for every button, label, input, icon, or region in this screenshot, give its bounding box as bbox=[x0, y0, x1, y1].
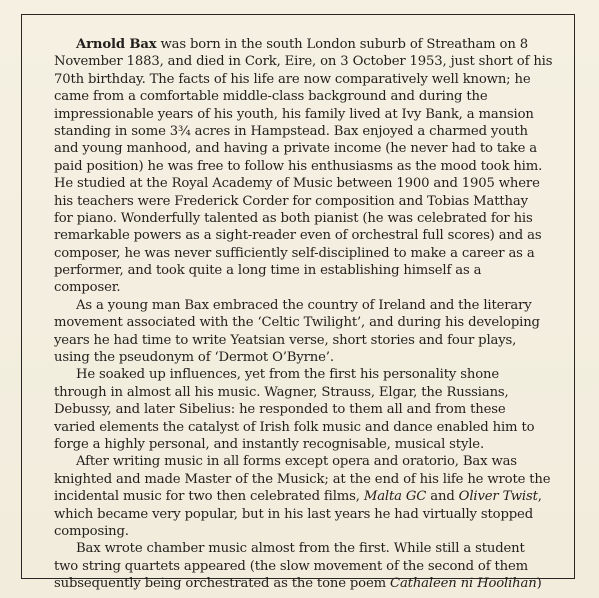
text-segment: remarkable powers as a sight-reader even of orchestral full scores) and as bbox=[54, 228, 542, 244]
text-segment: and bbox=[426, 489, 459, 505]
text-segment: using the pseudonym of ‘Dermot O’Byrne’. bbox=[54, 350, 334, 366]
paragraph bbox=[54, 453, 554, 540]
text-segment: Debussy, and later Sibelius: he responded to them all and from these bbox=[54, 402, 506, 418]
text-line bbox=[54, 506, 554, 523]
text-segment: 70th birthday. The facts of his life are now comparatively well known; he bbox=[54, 71, 531, 87]
text-line bbox=[54, 227, 554, 244]
text-segment: years he had time to write Yeatsian verse, short stories and four plays, bbox=[54, 332, 517, 348]
work-title: Malta GC bbox=[363, 489, 427, 505]
text-line bbox=[54, 332, 554, 349]
text-line bbox=[54, 488, 554, 505]
text-segment: performer, and took quite a long time in establishing himself as a bbox=[54, 263, 482, 279]
text-segment: paid position) he was free to follow his enthusiasms as the mood took him. bbox=[54, 158, 543, 174]
text-line bbox=[54, 349, 554, 366]
text-line bbox=[54, 575, 554, 592]
text-line bbox=[54, 384, 554, 401]
text-line bbox=[54, 106, 554, 123]
document-body bbox=[54, 36, 554, 593]
text-segment: came from a comfortable middle-class background and during the bbox=[54, 89, 488, 105]
text-segment: forge a highly personal, and instantly recognisable, musical style. bbox=[54, 436, 485, 452]
paragraph bbox=[54, 297, 554, 367]
text-segment: He soaked up influences, yet from the first his personality shone bbox=[76, 367, 499, 383]
text-line bbox=[54, 419, 554, 436]
text-line bbox=[54, 540, 554, 557]
text-segment: varied elements the catalyst of Irish folk music and dance enabled him to bbox=[54, 419, 535, 435]
text-line bbox=[54, 262, 554, 279]
text-segment: After writing music in all forms except opera and oratorio, Bax was bbox=[76, 454, 517, 470]
text-line bbox=[54, 436, 554, 453]
text-line bbox=[54, 558, 554, 575]
text-line bbox=[54, 314, 554, 331]
text-segment: As a young man Bax embraced the country of Ireland and the literary bbox=[76, 297, 532, 313]
composer-name: Arnold Bax bbox=[76, 37, 157, 52]
paragraph bbox=[54, 36, 554, 297]
text-segment: composer. bbox=[54, 280, 121, 296]
text-segment: standing in some 3¾ acres in Hampstead. Bax enjoyed a charmed youth bbox=[54, 123, 528, 139]
paragraph bbox=[54, 366, 554, 453]
text-line bbox=[54, 88, 554, 105]
text-line bbox=[54, 71, 554, 88]
text-segment: composing. bbox=[54, 523, 129, 539]
text-line bbox=[54, 175, 554, 192]
text-line bbox=[54, 297, 554, 314]
text-line bbox=[54, 453, 554, 470]
text-segment: two string quartets appeared (the slow movement of the second of them bbox=[54, 558, 528, 574]
text-segment: ) bbox=[536, 576, 542, 592]
work-title: Oliver Twist bbox=[458, 489, 538, 505]
text-line bbox=[54, 401, 554, 418]
text-segment: incidental music for two then celebrated films, bbox=[54, 489, 364, 505]
text-segment: November 1883, and died in Cork, Eire, on 3 October 1953, just short of his bbox=[54, 54, 553, 70]
text-line bbox=[54, 245, 554, 262]
work-title: Cathaleen ni Hoolihan bbox=[390, 576, 537, 592]
text-segment: was born in the south London suburb of Streatham on 8 bbox=[156, 37, 528, 52]
text-line bbox=[54, 36, 554, 53]
text-segment: He studied at the Royal Academy of Music between 1900 and 1905 where bbox=[54, 176, 540, 192]
text-line bbox=[54, 279, 554, 296]
text-segment: his teachers were Frederick Corder for composition and Tobias Matthay bbox=[54, 193, 528, 209]
text-segment: , bbox=[537, 489, 542, 505]
text-line bbox=[54, 523, 554, 540]
text-line bbox=[54, 140, 554, 157]
text-segment: Bax wrote chamber music almost from the first. While still a student bbox=[76, 541, 525, 557]
text-segment: through in almost all his music. Wagner, Strauss, Elgar, the Russians, bbox=[54, 384, 509, 400]
text-line bbox=[54, 471, 554, 488]
text-line bbox=[54, 123, 554, 140]
text-line bbox=[54, 210, 554, 227]
text-line bbox=[54, 366, 554, 383]
text-segment: movement associated with the ‘Celtic Twilight’, and during his developing bbox=[54, 315, 540, 331]
text-segment: for piano. Wonderfully talented as both pianist (he was celebrated for his bbox=[54, 210, 533, 226]
text-segment: knighted and made Master of the Musick; at the end of his life he wrote the bbox=[54, 471, 551, 487]
text-segment: composer, he was never sufficiently self-disciplined to make a career as a bbox=[54, 245, 535, 261]
text-segment: subsequently being orchestrated as the tone poem bbox=[54, 576, 391, 592]
text-segment: and young manhood, and having a private income (he never had to take a bbox=[54, 141, 537, 157]
text-line bbox=[54, 193, 554, 210]
paragraph bbox=[54, 540, 554, 592]
text-segment: impressionable years of his youth, his family lived at Ivy Bank, a mansion bbox=[54, 106, 534, 122]
text-line bbox=[54, 53, 554, 70]
text-segment: which became very popular, but in his last years he had virtually stopped bbox=[54, 506, 533, 522]
text-line bbox=[54, 158, 554, 175]
